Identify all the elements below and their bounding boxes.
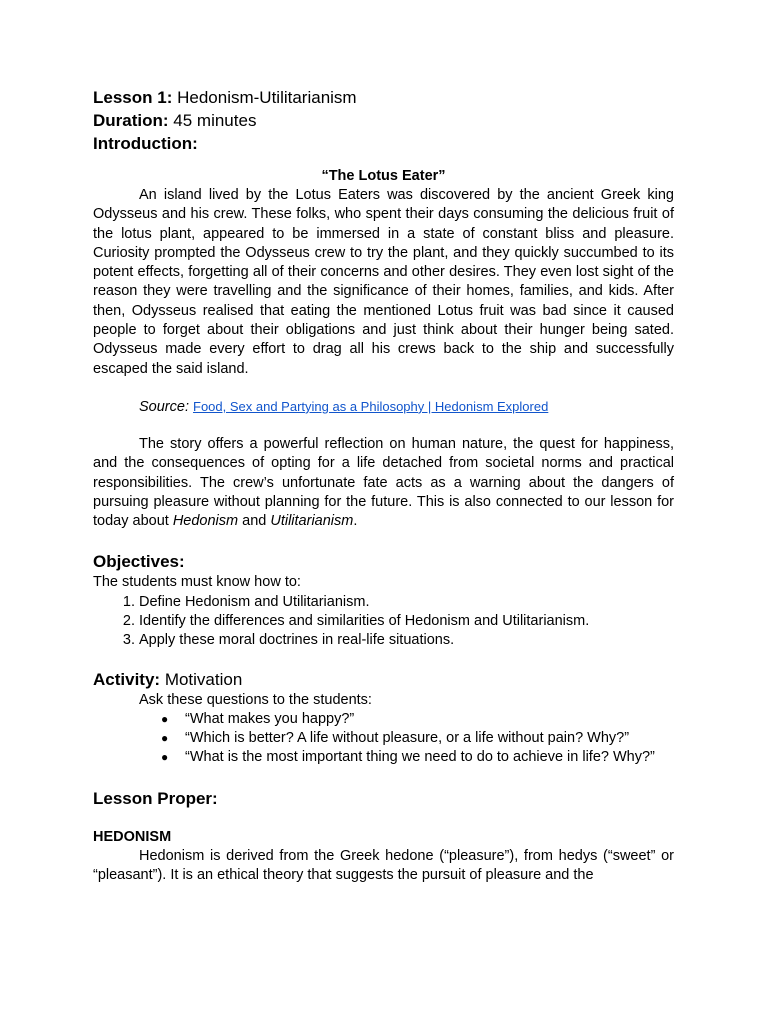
objectives-heading-text: Objectives: xyxy=(93,552,185,572)
activity-label: Activity: xyxy=(93,669,161,689)
introduction-label: Introduction: xyxy=(93,134,198,153)
question-text: “What makes you happy?” xyxy=(185,710,355,727)
objective-item: 3. Apply these moral doctrines in real-life situations. xyxy=(139,631,674,650)
duration-line xyxy=(93,109,674,132)
reflection-paragraph xyxy=(93,435,674,531)
objectives-list xyxy=(93,593,674,651)
objective-item: 1. Define Hedonism and Utilitarianism. xyxy=(139,593,674,612)
reflection-end: . xyxy=(353,513,358,530)
bullet-icon: ● xyxy=(161,750,169,765)
bullet-icon: ● xyxy=(161,730,169,745)
term-utilitarianism: Utilitarianism xyxy=(270,513,354,530)
duration-label: Duration: xyxy=(93,111,169,130)
question-item xyxy=(161,729,674,748)
activity-title: Motivation xyxy=(164,669,243,689)
activity-intro: Ask these questions to the students: xyxy=(139,691,372,708)
question-item xyxy=(161,748,674,767)
hedonism-paragraph: Hedonism is derived from the Greek hedone (“pleasure”), from hedys (“sweet” or “pleasant”). It is an ethical theory that suggests the pursuit of pleasure and the xyxy=(93,847,674,883)
lesson-title: Hedonism-Utilitarianism xyxy=(177,88,357,107)
reflection-text: The story offers a powerful reflection on human nature, the quest for happiness, and the consequences of opting for a life detached from societal norms and practical responsibilities. The crew’s unfortunate fate acts as a warning about the dangers of pursuing pleasure without planning for the future. This is also connected to our lesson for today about xyxy=(93,435,674,530)
hedonism-heading: HEDONISM xyxy=(93,828,172,845)
term-hedonism: Hedonism xyxy=(172,513,239,530)
question-text: “What is the most important thing we need to do to achieve in life? Why?” xyxy=(185,749,655,766)
introduction-heading xyxy=(93,132,674,155)
reflection-and: and xyxy=(238,513,271,530)
story-title: “The Lotus Eater” xyxy=(321,168,446,184)
lesson-proper-heading xyxy=(93,788,674,810)
bullet-icon: ● xyxy=(161,711,169,726)
objective-item: 2. Identify the differences and similarities of Hedonism and Utilitarianism. xyxy=(139,612,674,631)
question-item xyxy=(161,710,674,729)
objectives-intro: The students must know how to: xyxy=(93,574,301,591)
question-text: “Which is better? A life without pleasure, or a life without pain? Why?” xyxy=(185,729,630,746)
duration-value: 45 minutes xyxy=(173,111,257,130)
document-content xyxy=(93,86,674,885)
lesson-label: Lesson 1: xyxy=(93,88,173,107)
story-paragraph: An island lived by the Lotus Eaters was discovered by the ancient Greek king Odysseus and his crew. These folks, who spent their days consuming the delicious fruit of the lotus plant, appeared to be immersed in a state of constant bliss and pleasure. Curiosity prompted the Odysseus crew to try the plant, and they quickly succumbed to its potent effects, forgetting all of their concerns and other desires. They even lost sight of the reason they were travelling and the significance of their homes, families, and kids. After then, Odysseus realised that eating the mentioned Lotus fruit was bad since it caused people to forget about their obligations and just think about their hunger being sated. Odysseus made every effort to drag all his crews back to the ship and successfully escaped the said island. xyxy=(93,187,674,377)
lesson-proper-text: Lesson Proper: xyxy=(93,788,218,808)
source-link[interactable]: Food, Sex and Partying as a Philosophy | Hedonism Explored xyxy=(193,398,549,414)
source-label: Source: xyxy=(139,398,189,415)
objectives-heading xyxy=(93,551,674,573)
questions-list xyxy=(93,710,674,768)
lesson-line xyxy=(93,86,674,109)
source-line xyxy=(139,397,674,417)
activity-heading xyxy=(93,669,674,691)
